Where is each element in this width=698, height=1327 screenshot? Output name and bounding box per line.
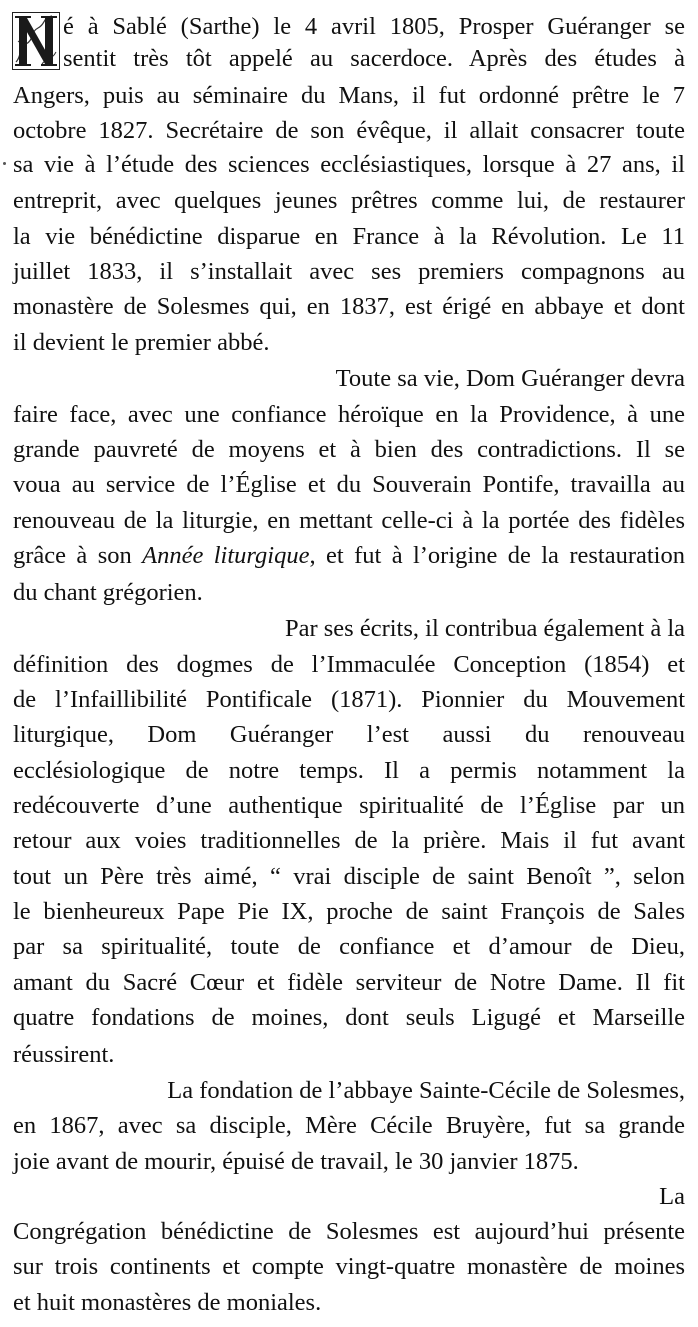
text-line: Par ses écrits, il contribua également à la bbox=[284, 615, 685, 642]
text-line: octobre 1827. Secrétaire de son évêque, il allait consacrer toute bbox=[13, 117, 685, 144]
dropcap-initial bbox=[12, 12, 60, 70]
text-line: ecclésiologique de notre temps. Il a permis notamment la bbox=[13, 757, 685, 784]
text-line: La fondation de l’abbaye Sainte-Cécile de Solesmes, bbox=[167, 1077, 685, 1104]
text-line: monastère de Solesmes qui, en 1837, est érigé en abbaye et dont bbox=[13, 293, 685, 320]
text-line: la vie bénédictine disparue en France à la Révolution. Le 11 bbox=[13, 223, 685, 250]
text-line: joie avant de mourir, épuisé de travail, le 30 janvier 1875. bbox=[13, 1148, 579, 1175]
text-line: Congrégation bénédictine de Solesmes est aujourd’hui présente bbox=[13, 1218, 685, 1245]
ornate-initial-n-icon bbox=[12, 12, 60, 70]
text-line: définition des dogmes de l’Immaculée Conception (1854) et bbox=[13, 651, 685, 678]
margin-speck bbox=[3, 162, 6, 165]
text-line: redécouverte d’une authentique spiritualité de l’Église par un bbox=[13, 792, 685, 819]
text-line: entreprit, avec quelques jeunes prêtres comme lui, de restaurer bbox=[13, 187, 685, 214]
text-line: par sa spiritualité, toute de confiance et d’amour de Dieu, bbox=[13, 933, 685, 960]
text-line: liturgique, Dom Guéranger l’est aussi du renouveau bbox=[13, 721, 685, 748]
text-line: tout un Père très aimé, “ vrai disciple de saint Benoît ”, selon bbox=[13, 863, 685, 890]
text-line: de l’Infaillibilité Pontificale (1871). Pionnier du Mouvement bbox=[13, 686, 685, 713]
text-line: en 1867, avec sa disciple, Mère Cécile Bruyère, fut sa grande bbox=[13, 1112, 685, 1139]
text-span: , et fut à l’origine de la restauration bbox=[309, 542, 685, 569]
text-line: voua au service de l’Église et du Souverain Pontife, travailla au bbox=[13, 471, 685, 498]
text-line: il devient le premier abbé. bbox=[13, 329, 270, 356]
text-line: grande pauvreté de moyens et à bien des contradictions. Il se bbox=[13, 436, 685, 463]
text-line: renouveau de la liturgie, en mettant celle-ci à la portée des fidèles bbox=[13, 507, 685, 534]
text-span: grâce à son bbox=[13, 542, 143, 569]
text-line: La bbox=[659, 1183, 685, 1210]
text-line: quatre fondations de moines, dont seuls Ligugé et Marseille bbox=[13, 1004, 685, 1031]
text-line: le bienheureux Pape Pie IX, proche de saint François de Sales bbox=[13, 898, 685, 925]
text-line: et huit monastères de moniales. bbox=[13, 1289, 322, 1316]
text-line: sa vie à l’étude des sciences ecclésiastiques, lorsque à 27 ans, il bbox=[13, 151, 685, 178]
text-line: faire face, avec une confiance héroïque en la Providence, à une bbox=[13, 401, 685, 428]
text-line: du chant grégorien. bbox=[13, 579, 203, 606]
text-line: Toute sa vie, Dom Guéranger devra bbox=[335, 365, 685, 392]
text-line: sentit très tôt appelé au sacerdoce. Après des études à bbox=[63, 45, 685, 72]
text-line: juillet 1833, il s’installait avec ses premiers compagnons au bbox=[13, 258, 685, 285]
text-line: Angers, puis au séminaire du Mans, il fut ordonné prêtre le 7 bbox=[13, 82, 685, 109]
text-line: amant du Sacré Cœur et fidèle serviteur de Notre Dame. Il fit bbox=[13, 969, 685, 996]
text-line bbox=[13, 541, 685, 571]
text-line: retour aux voies traditionnelles de la prière. Mais il fut avant bbox=[13, 827, 685, 854]
text-line: sur trois continents et compte vingt-quatre monastère de moines bbox=[13, 1253, 685, 1280]
book-title-annee-liturgique: Année liturgique bbox=[142, 542, 310, 569]
text-line: é à Sablé (Sarthe) le 4 avril 1805, Prosper Guéranger se bbox=[63, 13, 685, 40]
text-line: réussirent. bbox=[13, 1041, 115, 1068]
